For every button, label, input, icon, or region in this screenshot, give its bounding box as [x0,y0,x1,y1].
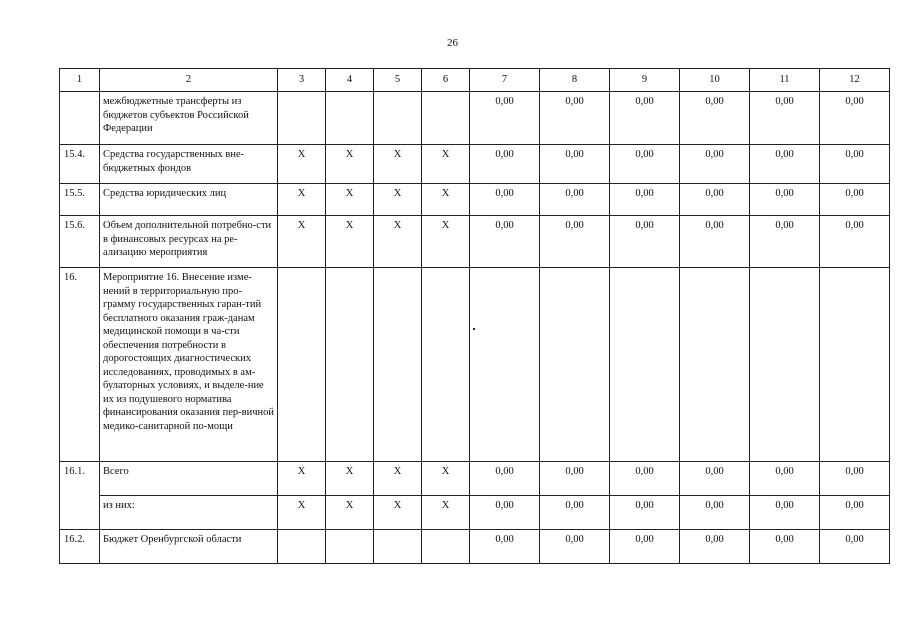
table-cell: 0,00 [750,462,820,496]
table-cell: 0,00 [540,496,610,530]
table-cell: 0,00 [680,216,750,268]
table-cell: 0,00 [750,530,820,564]
table-row [60,496,890,530]
table-cell: 0,00 [820,530,890,564]
row-name: межбюджетные трансферты из бюджетов субъектов Российской Федерации [100,92,278,145]
table-row [60,92,890,145]
table-cell [374,92,422,145]
table-cell [374,530,422,564]
page-number: 26 [447,37,458,49]
table-cell: 0,00 [610,530,680,564]
table-cell: 0,00 [470,216,540,268]
table-cell: 0,00 [610,462,680,496]
column-header: 3 [278,69,326,92]
row-number: 16.1. [60,462,100,530]
column-header: 2 [100,69,278,92]
table-cell: 0,00 [470,92,540,145]
table-cell: 0,00 [610,184,680,216]
table-cell: 0,00 [540,184,610,216]
table-cell [326,268,374,462]
table-cell: 0,00 [470,462,540,496]
table-cell: 0,00 [820,145,890,184]
table-row [60,530,890,564]
table-cell: X [278,216,326,268]
table-cell: X [326,462,374,496]
table-cell: X [278,462,326,496]
row-number: 15.6. [60,216,100,268]
table-cell [326,92,374,145]
table-cell [278,530,326,564]
table-cell [470,268,540,462]
table-cell: 0,00 [540,92,610,145]
column-header: 4 [326,69,374,92]
table-cell: X [278,184,326,216]
table-cell: 0,00 [610,216,680,268]
table-row [60,462,890,496]
table-cell [422,92,470,145]
table-cell [422,530,470,564]
column-header: 9 [610,69,680,92]
table-cell: 0,00 [820,462,890,496]
table-cell: 0,00 [820,216,890,268]
table-cell: X [374,496,422,530]
table-cell: X [422,216,470,268]
table-cell: 0,00 [470,496,540,530]
table-cell [750,268,820,462]
table-cell [820,268,890,462]
table-cell: X [422,184,470,216]
table-cell: 0,00 [750,92,820,145]
row-name: из них: [100,496,278,530]
table-cell: X [374,462,422,496]
table-cell: X [326,145,374,184]
row-name: Средства юридических лиц [100,184,278,216]
budget-table [59,68,890,564]
table-cell: 0,00 [680,145,750,184]
table-cell: 0,00 [540,530,610,564]
scan-speck [473,328,475,330]
column-header: 6 [422,69,470,92]
table-cell: 0,00 [470,184,540,216]
table-cell: X [374,216,422,268]
row-number [60,92,100,145]
table-cell: 0,00 [820,496,890,530]
table-cell: 0,00 [750,216,820,268]
table-row [60,145,890,184]
column-header: 5 [374,69,422,92]
column-header: 8 [540,69,610,92]
table-cell: X [326,216,374,268]
column-header: 12 [820,69,890,92]
table-cell [278,92,326,145]
row-name: Всего [100,462,278,496]
table-cell: 0,00 [470,530,540,564]
table-cell: X [422,145,470,184]
table-cell: X [278,496,326,530]
header-row [60,69,890,92]
row-number: 16.2. [60,530,100,564]
table-cell: 0,00 [540,462,610,496]
table-cell: 0,00 [750,496,820,530]
row-name: Средства государственных вне-бюджетных фондов [100,145,278,184]
table-cell [610,268,680,462]
row-number: 16. [60,268,100,462]
column-header: 1 [60,69,100,92]
table-cell [374,268,422,462]
table-cell [326,530,374,564]
row-name: Объем дополнительной потребно-сти в финансовых ресурсах на ре-ализацию мероприятия [100,216,278,268]
row-name: Бюджет Оренбургской области [100,530,278,564]
table-cell: 0,00 [680,184,750,216]
table-cell: 0,00 [680,462,750,496]
column-header: 7 [470,69,540,92]
table-cell: 0,00 [470,145,540,184]
table-row [60,184,890,216]
table-cell: 0,00 [680,92,750,145]
table-cell: X [326,496,374,530]
column-header: 11 [750,69,820,92]
table-row [60,268,890,462]
table-row [60,216,890,268]
table-cell: 0,00 [540,145,610,184]
table-cell: 0,00 [750,184,820,216]
table-cell: 0,00 [610,496,680,530]
table-cell [680,268,750,462]
table-cell: 0,00 [680,496,750,530]
table-cell: 0,00 [540,216,610,268]
table-cell [278,268,326,462]
table-cell: 0,00 [820,184,890,216]
table-cell [422,268,470,462]
column-header: 10 [680,69,750,92]
table-cell: 0,00 [680,530,750,564]
row-name: Мероприятие 16. Внесение изме-нений в территориальную про-грамму государственных гаран-тий бесплатного оказания граж-данам медицинской помощи в ча-сти обеспечения потребности в дорогостоящих диагностических исследованиях, проводимых в ам-булаторных условиях, и выделе-ние их из подушевого норматива финансирования оказания пер-вичной медико-санитарной по-мощи [100,268,278,462]
table-cell: X [422,462,470,496]
table-cell: X [374,145,422,184]
table-cell: 0,00 [610,92,680,145]
table-cell: 0,00 [610,145,680,184]
table-cell: X [422,496,470,530]
table-cell: X [278,145,326,184]
row-number: 15.4. [60,145,100,184]
table-cell: X [374,184,422,216]
table-cell: 0,00 [750,145,820,184]
table-cell: X [326,184,374,216]
table-cell [540,268,610,462]
row-number: 15.5. [60,184,100,216]
table-cell: 0,00 [820,92,890,145]
